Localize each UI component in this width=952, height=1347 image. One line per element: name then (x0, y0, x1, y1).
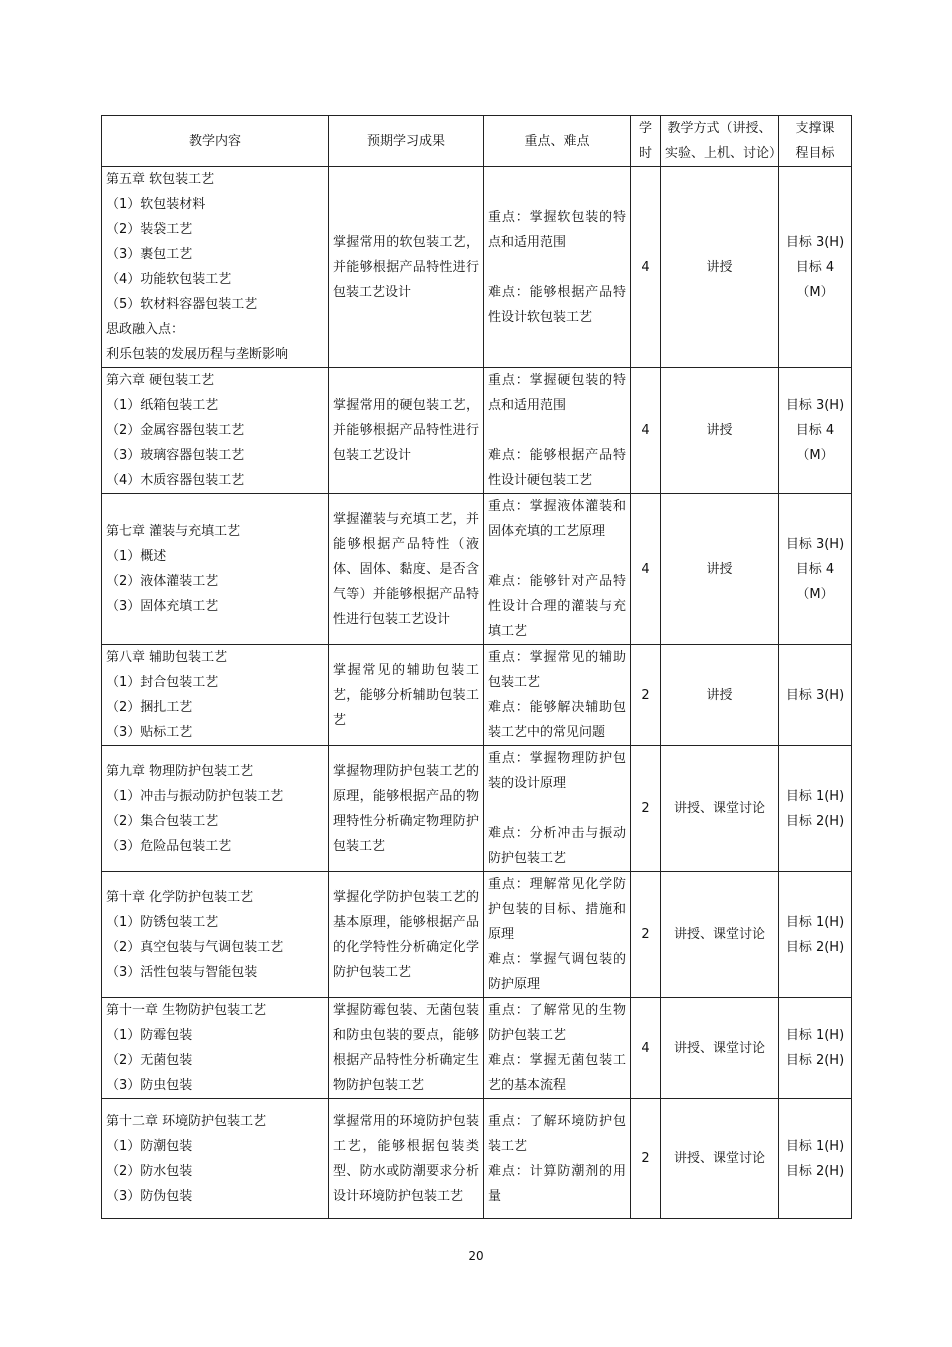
key-point-text: 重点：了解常见的生物防护包装工艺 (488, 1003, 626, 1043)
target-item: 目标 1(H) (785, 1138, 845, 1154)
header-method-line2: 实验、上机、讨论） (665, 146, 783, 161)
cell-keys (484, 1099, 631, 1219)
cell-outcome (329, 872, 484, 998)
cell-keys (484, 645, 631, 746)
header-content: 教学内容 (102, 116, 329, 167)
cell-keys (484, 872, 631, 998)
outcome-text: 掌握灌装与充填工艺，并能够根据产品特性（液体、固体、黏度、是否含气等）并能够根据产品特性进行包装工艺设计 (333, 511, 479, 627)
spacer (488, 418, 626, 443)
cell-method: 讲授 (661, 167, 779, 368)
table-row (102, 167, 852, 368)
cell-keys (484, 998, 631, 1099)
difficulty-text: 难点：掌握无菌包装工艺的基本流程 (488, 1053, 626, 1093)
content-item: （4）功能软包装工艺 (106, 272, 232, 287)
cell-content (102, 494, 329, 645)
cell-target (779, 872, 852, 998)
outcome-text: 掌握常用的环境防护包装工艺，能够根据包装类型、防水或防潮要求分析设计环境防护包装工艺 (333, 1113, 479, 1204)
target-item: 目标 2(H) (785, 813, 845, 829)
cell-hours: 2 (631, 872, 661, 998)
chapter-title: 第五章 软包装工艺 (106, 172, 215, 187)
cell-keys (484, 494, 631, 645)
outcome-text: 掌握物理防护包装工艺的原理，能够根据产品的物理特性分析确定物理防护包装工艺 (333, 763, 479, 854)
cell-outcome (329, 746, 484, 872)
table-row (102, 1099, 852, 1219)
table-body (102, 167, 852, 1219)
content-item: （3）固体充填工艺 (106, 599, 219, 614)
target-item: 目标 3(H) (785, 536, 845, 552)
content-item: （3）活性包装与智能包装 (106, 964, 258, 980)
content-item: （1）封合包装工艺 (106, 675, 219, 690)
chapter-title: 第十章 化学防护包装工艺 (106, 889, 254, 905)
spacer (488, 796, 626, 821)
cell-outcome (329, 494, 484, 645)
outcome-text: 掌握常见的辅助包装工艺，能够分析辅助包装工艺 (333, 662, 479, 728)
outcome-text: 掌握防霉包装、无菌包装和防虫包装的要点，能够根据产品特性分析确定生物防护包装工艺 (333, 1003, 479, 1093)
syllabus-table (101, 115, 852, 1219)
content-item: （1）软包装材料 (106, 197, 206, 212)
header-hours-line2: 时 (638, 146, 652, 161)
cell-outcome (329, 167, 484, 368)
key-point-text: 重点：理解常见化学防护包装的目标、措施和原理 (488, 877, 626, 942)
target-item: （M） (796, 448, 834, 463)
cell-method: 讲授、课堂讨论 (661, 998, 779, 1099)
content-item: （4）木质容器包装工艺 (106, 473, 245, 488)
header-outcome: 预期学习成果 (329, 116, 484, 167)
cell-keys (484, 167, 631, 368)
key-point-text: 重点：掌握硬包装的特点和适用范围 (488, 373, 626, 413)
header-method-line1: 教学方式（讲授、 (667, 121, 772, 136)
cell-hours: 2 (631, 645, 661, 746)
cell-method: 讲授 (661, 645, 779, 746)
content-item: （2）捆扎工艺 (106, 700, 193, 715)
content-item: （3）危险品包装工艺 (106, 838, 232, 854)
chapter-title: 第十二章 环境防护包装工艺 (106, 1113, 267, 1129)
target-item: 目标 1(H) (785, 788, 845, 804)
content-item: （1）冲击与振动防护包装工艺 (106, 788, 284, 804)
header-method (661, 116, 783, 167)
target-item: （M） (796, 284, 834, 300)
content-item: （2）无菌包装 (106, 1053, 193, 1068)
cell-keys (484, 368, 631, 494)
cell-method: 讲授、课堂讨论 (661, 1099, 779, 1219)
target-item: 目标 2(H) (785, 1163, 845, 1179)
chapter-title: 第八章 辅助包装工艺 (106, 650, 228, 665)
target-item: 目标 1(H) (785, 914, 845, 930)
content-item: （2）防水包装 (106, 1163, 193, 1179)
target-item: 目标 1(H) (785, 1028, 845, 1043)
cell-outcome (329, 998, 484, 1099)
content-item: （1）防潮包装 (106, 1138, 193, 1154)
cell-method: 讲授 (661, 494, 779, 645)
target-item: 目标 3(H) (785, 398, 845, 413)
difficulty-text: 难点：分析冲击与振动防护包装工艺 (488, 826, 626, 866)
key-point-text: 重点：掌握液体灌装和固体充填的工艺原理 (488, 499, 626, 539)
target-item: 目标 4 (795, 561, 835, 577)
content-item: （3）防伪包装 (106, 1188, 193, 1204)
chapter-title: 第七章 灌装与充填工艺 (106, 524, 241, 539)
table-header-row (102, 116, 852, 167)
key-point-text: 重点：掌握常见的辅助包装工艺 (488, 650, 626, 690)
content-item: （1）纸箱包装工艺 (106, 398, 219, 413)
page-number: 20 (468, 1249, 484, 1263)
cell-hours: 4 (631, 167, 661, 368)
table-row (102, 872, 852, 998)
cell-outcome (329, 1099, 484, 1219)
cell-hours: 4 (631, 494, 661, 645)
cell-method: 讲授 (661, 368, 779, 494)
cell-outcome (329, 368, 484, 494)
content-item: （1）防锈包装工艺 (106, 914, 219, 930)
spacer (488, 544, 626, 569)
content-item: （2）集合包装工艺 (106, 813, 219, 829)
spacer (488, 255, 626, 280)
difficulty-text: 难点：能够针对产品特性设计合理的灌装与充填工艺 (488, 574, 626, 639)
cell-hours: 4 (631, 998, 661, 1099)
content-item: （2）真空包装与气调包装工艺 (106, 939, 284, 955)
cell-content (102, 1099, 329, 1219)
cell-content (102, 645, 329, 746)
table-row (102, 368, 852, 494)
cell-content (102, 746, 329, 872)
difficulty-text: 难点：掌握气调包装的防护原理 (488, 952, 626, 992)
cell-content (102, 167, 329, 368)
cell-content (102, 872, 329, 998)
table-row (102, 494, 852, 645)
content-item: （3）防虫包装 (106, 1078, 193, 1093)
content-item: （1）概述 (106, 549, 167, 564)
difficulty-text: 难点：计算防潮剂的用量 (488, 1163, 626, 1204)
key-point-text: 重点：掌握物理防护包装的设计原理 (488, 751, 626, 791)
table-row (102, 998, 852, 1099)
header-hours-line1: 学 (638, 121, 652, 136)
difficulty-text: 难点：能够根据产品特性设计硬包装工艺 (488, 448, 626, 488)
key-point-text: 重点：了解环境防护包装工艺 (488, 1113, 626, 1154)
content-item: （5）软材料容器包装工艺 (106, 297, 258, 312)
outcome-text: 掌握化学防护包装工艺的基本原理，能够根据产品的化学特性分析确定化学防护包装工艺 (333, 889, 479, 980)
target-item: 目标 3(H) (785, 234, 845, 250)
content-item: （2）液体灌装工艺 (106, 574, 219, 589)
cell-target (779, 167, 852, 368)
cell-target (779, 1099, 852, 1219)
target-item: 目标 2(H) (785, 1053, 845, 1068)
cell-hours: 2 (631, 1099, 661, 1219)
cell-hours: 2 (631, 746, 661, 872)
content-item: 思政融入点： (106, 322, 185, 337)
cell-target (779, 645, 852, 746)
chapter-title: 第九章 物理防护包装工艺 (106, 763, 254, 779)
cell-target (779, 746, 852, 872)
content-item: （2）金属容器包装工艺 (106, 423, 245, 438)
chapter-title: 第十一章 生物防护包装工艺 (106, 1003, 267, 1018)
cell-hours: 4 (631, 368, 661, 494)
difficulty-text: 难点：能够解决辅助包装工艺中的常见问题 (488, 700, 626, 740)
cell-target (779, 368, 852, 494)
table-row (102, 645, 852, 746)
chapter-title: 第六章 硬包装工艺 (106, 373, 215, 388)
cell-target (779, 494, 852, 645)
cell-target (779, 998, 852, 1099)
header-target (779, 116, 852, 167)
target-item: 目标 4 (795, 423, 835, 438)
difficulty-text: 难点：能够根据产品特性设计软包装工艺 (488, 284, 626, 325)
content-item: （3）贴标工艺 (106, 725, 193, 740)
cell-method: 讲授、课堂讨论 (661, 872, 779, 998)
cell-content (102, 368, 329, 494)
target-item: 目标 3(H) (785, 687, 845, 703)
outcome-text: 掌握常用的软包装工艺，并能够根据产品特性进行包装工艺设计 (333, 234, 479, 300)
header-hours (631, 116, 661, 167)
key-point-text: 重点：掌握软包装的特点和适用范围 (488, 209, 626, 250)
header-target-line1: 支撑课 (795, 121, 835, 136)
target-item: （M） (796, 586, 834, 602)
content-item: 利乐包装的发展历程与垄断影响 (106, 347, 289, 362)
cell-keys (484, 746, 631, 872)
header-keys: 重点、难点 (484, 116, 631, 167)
cell-method: 讲授、课堂讨论 (661, 746, 779, 872)
outcome-text: 掌握常用的硬包装工艺，并能够根据产品特性进行包装工艺设计 (333, 398, 479, 463)
cell-outcome (329, 645, 484, 746)
content-item: （3）玻璃容器包装工艺 (106, 448, 245, 463)
content-item: （3）裹包工艺 (106, 247, 193, 262)
target-item: 目标 2(H) (785, 939, 845, 955)
header-target-line2: 程目标 (795, 146, 835, 161)
cell-content (102, 998, 329, 1099)
target-item: 目标 4 (795, 259, 835, 275)
content-item: （1）防霉包装 (106, 1028, 193, 1043)
table-row (102, 746, 852, 872)
content-item: （2）装袋工艺 (106, 222, 193, 237)
